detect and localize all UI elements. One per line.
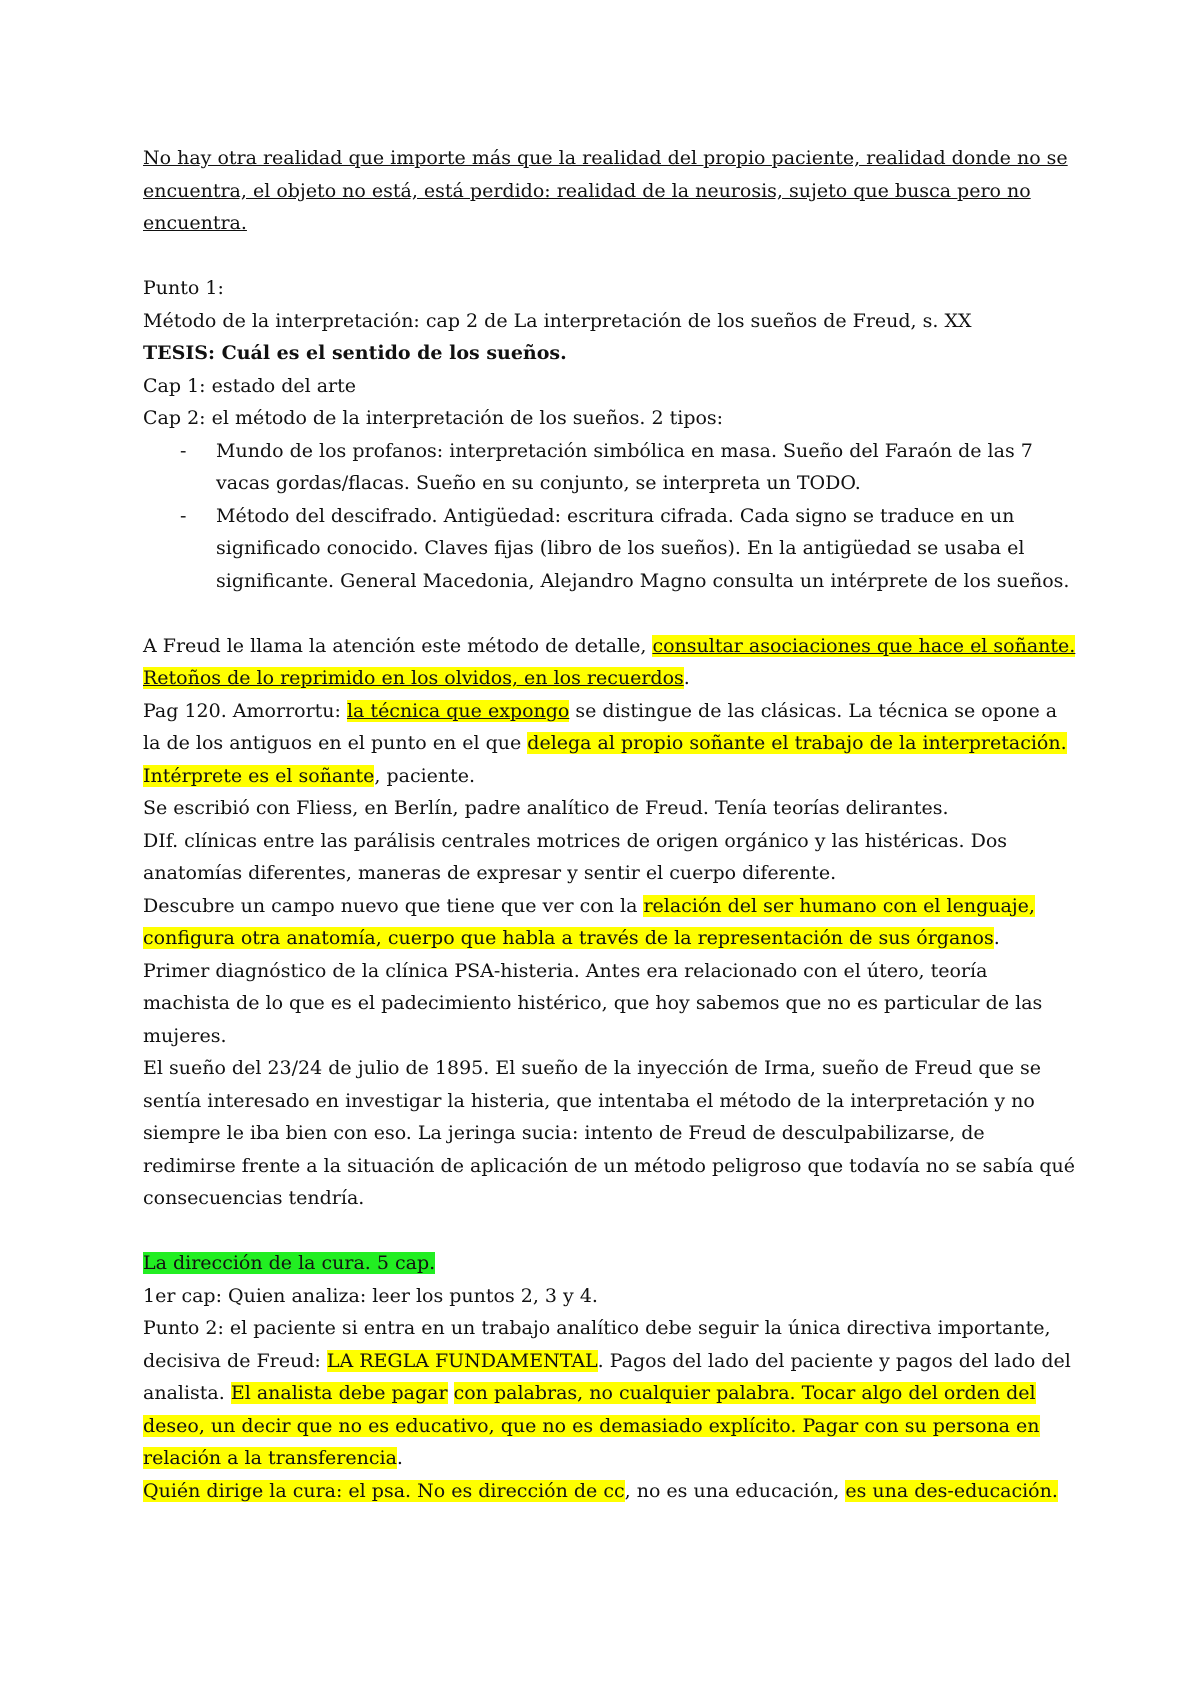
punto2-text-a: Punto 2: el paciente si entra en un trabajo analítico debe seguir la única directiva importante, decisiva de Freud: (143, 1317, 1051, 1372)
regla-fundamental-highlight: LA REGLA FUNDAMENTAL (326, 1349, 598, 1372)
cap2-line: Cap 2: el método de la interpretación de los sueños. 2 tipos: (143, 407, 724, 429)
section1-heading: Punto 1: (143, 277, 224, 299)
spacer (143, 597, 1078, 630)
analista-highlight: El analista debe pagar (230, 1382, 448, 1404)
dirige-highlight-2: es una des-educación. (845, 1479, 1058, 1502)
pag-text-b: se distingue de las clásicas. La técnica se opone a la de los antiguos en el punto en el que (143, 699, 1058, 754)
fliess-paragraph: Se escribió con Fliess, en Berlín, padre analítico de Freud. Tenía teorías delirantes. (143, 797, 949, 819)
descubre-text: Descubre un campo nuevo que tiene que ver con la (143, 894, 644, 917)
section2-heading-line (143, 1247, 1078, 1280)
intro-paragraph: No hay otra realidad que importe más que la realidad del propio paciente, realidad donde no se encuentra, el objeto no está, está perdido: realidad de la neurosis, sujeto que busca pero no encuentra. (143, 147, 1068, 234)
list-item: - Método del descifrado. Antigüedad: escritura cifrada. Cada signo se traduce en un significado conocido. Claves fijas (libro de los sueños). En la antigüedad se usaba el significante. General Macedonia, Alejandro Magno consulta un intérprete de los sueños. (216, 500, 1078, 598)
palabras-highlight: con palabras, no cualquier palabra. Tocar algo del orden del deseo, un decir que no es educativo, que no es demasiado explícito. Pagar con su persona en relación a la transferencia (143, 1382, 1040, 1469)
freud-text: A Freud le llama la atención este método de detalle, (143, 634, 653, 657)
freud-paragraph (143, 630, 1078, 695)
descubre-highlight: relación del ser humano con el lenguaje, configura otra anatomía, cuerpo que habla a través de la representación de sus órganos (143, 894, 1035, 949)
pag-highlight-2: delega al propio soñante el trabajo de la interpretación. Intérprete es el soñante (143, 732, 1067, 787)
dirige-text: , no es una educación, (624, 1479, 846, 1502)
list-item: - Mundo de los profanos: interpretación simbólica en masa. Sueño del Faraón de las 7 vacas gordas/flacas. Sueño en su conjunto, se interpreta un TODO. (216, 435, 1078, 500)
pag-highlight-1: la técnica que expongo (346, 699, 570, 722)
pag-paragraph (143, 695, 1078, 793)
freud-highlight: consultar asociaciones que hace el soñante. Retoños de lo reprimido en los olvidos, en los recuerdos (143, 634, 1076, 689)
document-page (143, 142, 1078, 1507)
method-types-list (143, 435, 1078, 598)
method-line: Método de la interpretación: cap 2 de La interpretación de los sueños de Freud, s. XX (143, 309, 972, 332)
primer-paragraph: Primer diagnóstico de la clínica PSA-histeria. Antes era relacionado con el útero, teoría machista de lo que es el padecimiento histérico, que hoy sabemos que no es particular de las mujeres. (143, 959, 1043, 1047)
cap1-reading-line: 1er cap: Quien analiza: leer los puntos 2, 3 y 4. (143, 1284, 598, 1307)
cap1-line: Cap 1: estado del arte (143, 374, 357, 397)
dirige-paragraph (143, 1475, 1078, 1508)
spacer (143, 1215, 1078, 1248)
freud-period: . (683, 667, 690, 689)
pag-text-c: , paciente. (374, 764, 476, 787)
punto2-period: . (396, 1447, 403, 1469)
punto2-text-b: . Pagos del lado del paciente y pagos del lado del analista. (143, 1349, 1071, 1404)
pag-text-a: Pag 120. Amorrortu: (143, 699, 347, 722)
descubre-paragraph (143, 890, 1078, 955)
descubre-period: . (993, 927, 1000, 949)
punto2-paragraph (143, 1312, 1078, 1475)
spacer (143, 240, 1078, 273)
thesis-line: TESIS: Cuál es el sentido de los sueños. (143, 342, 567, 364)
punto2-space (448, 1382, 454, 1404)
section2-heading: La dirección de la cura. 5 cap. (143, 1252, 436, 1274)
dirige-highlight-1: Quién dirige la cura: el psa. No es dirección de cc (143, 1479, 625, 1502)
sueno-paragraph: El sueño del 23/24 de julio de 1895. El sueño de la inyección de Irma, sueño de Freud que se sentía interesado en investigar la histeria, que intentaba el método de la interpretación y no siempre le iba bien con eso. La jeringa sucia: intento de Freud de desculpabilizarse, de redimirse frente a la situación de aplicación de un método peligroso que todavía no se sabía qué consecuencias tendría. (143, 1057, 1075, 1209)
dif-paragraph: DIf. clínicas entre las parálisis centrales motrices de origen orgánico y las histéricas. Dos anatomías diferentes, maneras de expresar y sentir el cuerpo diferente. (143, 829, 1008, 884)
